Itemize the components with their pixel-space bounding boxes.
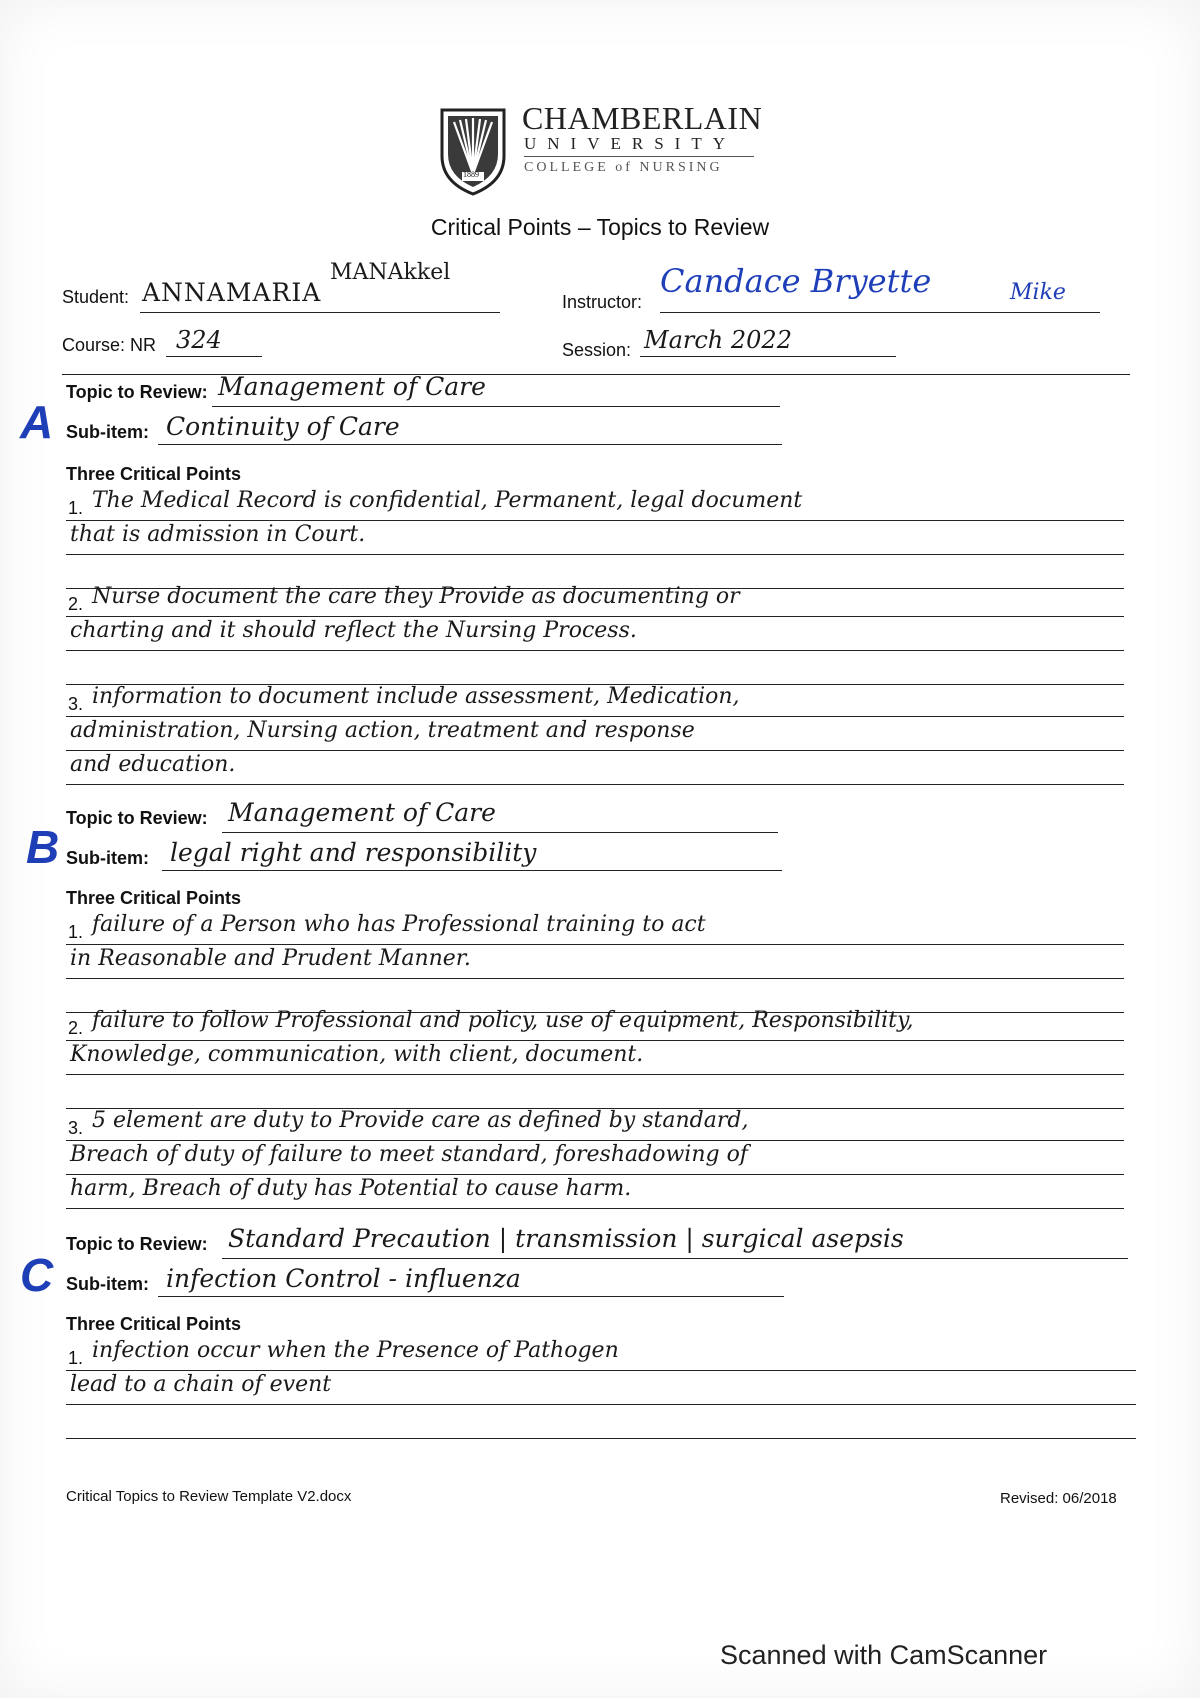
critical-points-label: Three Critical Points (66, 1314, 242, 1334)
answer-line (66, 750, 1124, 751)
student-last-name: MANAkkel (330, 260, 451, 285)
subitem-value: Continuity of Care (166, 412, 400, 441)
point-text-line: The Medical Record is confidential, Permanent, legal document (92, 488, 803, 513)
subitem-line (158, 444, 782, 445)
point-text-line: and education. (70, 752, 236, 777)
student-first-name: ANNAMARIA (142, 278, 322, 307)
session-value: March 2022 (644, 326, 792, 354)
answer-line (66, 716, 1124, 717)
answer-line (66, 1074, 1124, 1075)
footer-filename: Critical Topics to Review Template V2.docx (66, 1488, 352, 1505)
crest-year: 1889 (463, 170, 479, 179)
section-marker: A (20, 396, 54, 448)
instructor-label: Instructor: (562, 292, 643, 312)
point-number: 1. (68, 1348, 84, 1368)
answer-line (66, 1438, 1136, 1439)
topic-value: Standard Precaution | transmission | surgical asepsis (228, 1224, 904, 1253)
point-text-line: Nurse document the care they Provide as documenting or (92, 584, 740, 609)
university-crest-icon (438, 104, 508, 196)
course-line (166, 356, 262, 357)
answer-line (66, 616, 1124, 617)
topic-value: Management of Care (228, 798, 496, 827)
answer-line (66, 1040, 1124, 1041)
answer-line (66, 1404, 1136, 1405)
point-text-line: infection occur when the Presence of Pathogen (92, 1338, 619, 1363)
instructor-name: Candace Bryette (660, 262, 932, 300)
session-label: Session: (562, 340, 632, 360)
topic-value: Management of Care (218, 372, 486, 401)
point-text-line: failure of a Person who has Professional training to act (92, 912, 706, 937)
instructor-extra: Mike (1010, 280, 1066, 305)
point-text-line: Breach of duty of failure to meet standard, foreshadowing of (70, 1142, 748, 1167)
answer-line (66, 1208, 1124, 1209)
scanner-watermark: Scanned with CamScanner (720, 1640, 1048, 1670)
topic-line (212, 406, 780, 407)
section-marker: B (26, 821, 60, 873)
session-line (640, 356, 896, 357)
answer-line (66, 784, 1124, 785)
point-number: 3. (68, 694, 84, 714)
critical-points-label: Three Critical Points (66, 464, 242, 484)
student-label: Student: (62, 287, 130, 307)
college-name: COLLEGE of NURSING (524, 160, 723, 175)
answer-line (66, 1140, 1124, 1141)
answer-line (66, 1370, 1136, 1371)
form-title: Critical Points – Topics to Review (430, 214, 770, 240)
answer-line (66, 1174, 1124, 1175)
point-text-line: in Reasonable and Prudent Manner. (70, 946, 471, 971)
subitem-line (162, 870, 782, 871)
section-marker: C (20, 1249, 54, 1301)
logo (438, 100, 763, 200)
point-text-line: that is admission in Court. (70, 522, 366, 547)
student-line (140, 312, 500, 313)
answer-line (66, 944, 1124, 945)
university-sub: UNIVERSITY (524, 134, 736, 153)
point-text-line: 5 element are duty to Provide care as defined by standard, (92, 1108, 749, 1133)
footer-revised: Revised: 06/2018 (1000, 1490, 1117, 1507)
point-text-line: lead to a chain of event (70, 1372, 332, 1397)
course-label: Course: NR (62, 335, 157, 355)
point-text-line: information to document include assessment, Medication, (92, 684, 740, 709)
topic-label: Topic to Review: (66, 1234, 208, 1254)
subitem-value: infection Control - influenza (166, 1264, 521, 1293)
point-number: 2. (68, 1018, 84, 1038)
answer-line (66, 554, 1124, 555)
subitem-label: Sub-item: (66, 422, 149, 442)
critical-points-label: Three Critical Points (66, 888, 242, 908)
point-number: 2. (68, 594, 84, 614)
course-number: 324 (176, 326, 222, 354)
topic-label: Topic to Review: (66, 808, 208, 828)
subitem-label: Sub-item: (66, 1274, 149, 1294)
answer-line (66, 978, 1124, 979)
subitem-line (158, 1296, 784, 1297)
point-text-line: harm, Breach of duty has Potential to cause harm. (70, 1176, 632, 1201)
point-number: 3. (68, 1118, 84, 1138)
answer-line (66, 650, 1124, 651)
point-number: 1. (68, 498, 84, 518)
point-number: 1. (68, 922, 84, 942)
point-text-line: Knowledge, communication, with client, document. (70, 1042, 644, 1067)
topic-line (222, 1258, 1128, 1259)
subitem-value: legal right and responsibility (170, 838, 537, 867)
instructor-line (660, 312, 1100, 313)
answer-line (66, 520, 1124, 521)
topic-line (222, 832, 778, 833)
topic-label: Topic to Review: (66, 382, 208, 402)
university-name: CHAMBERLAIN (522, 100, 763, 136)
point-text-line: charting and it should reflect the Nursing Process. (70, 618, 637, 643)
point-text-line: failure to follow Professional and policy, use of equipment, Responsibility, (92, 1008, 914, 1033)
subitem-label: Sub-item: (66, 848, 149, 868)
point-text-line: administration, Nursing action, treatment and response (70, 718, 695, 743)
